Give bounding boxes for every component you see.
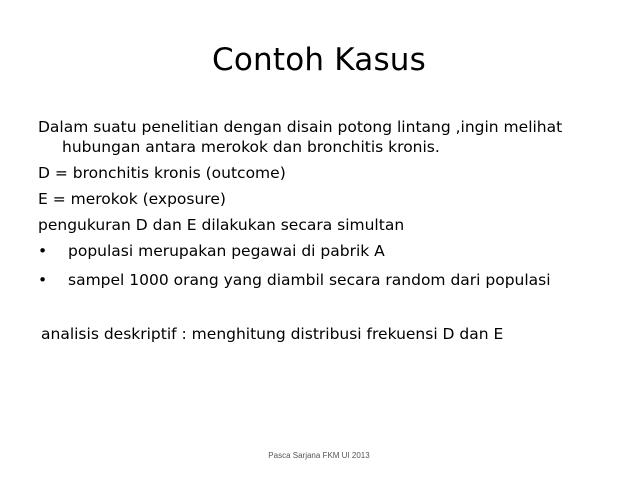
intro-line-1: Dalam suatu penelitian dengan disain potong lintang ,ingin melihat (38, 118, 563, 136)
bullet-text: populasi merupakan pegawai di pabrik A (68, 242, 385, 260)
bullet-icon: • (38, 242, 48, 260)
definition-d: D = bronchitis kronis (outcome) (38, 164, 286, 182)
intro-line-2: hubungan antara merokok dan bronchitis kronis. (62, 138, 440, 156)
bullet-item-population (38, 241, 618, 261)
slide-body (38, 117, 618, 350)
analysis-text: analisis deskriptif : menghitung distribusi frekuensi D dan E (41, 325, 504, 343)
intro-paragraph (38, 117, 618, 157)
definition-e: E = merokok (exposure) (38, 190, 226, 208)
bullet-icon: • (38, 271, 48, 289)
bullet-text: sampel 1000 orang yang diambil secara random dari populasi (68, 271, 551, 289)
slide-title: Contoh Kasus (211, 42, 426, 78)
bullet-item-sample (38, 270, 618, 290)
slide-footer: Pasca Sarjana FKM UI 2013 (268, 451, 370, 460)
spacer (38, 299, 618, 324)
measurement-text: pengukuran D dan E dilakukan secara simultan (38, 216, 405, 234)
